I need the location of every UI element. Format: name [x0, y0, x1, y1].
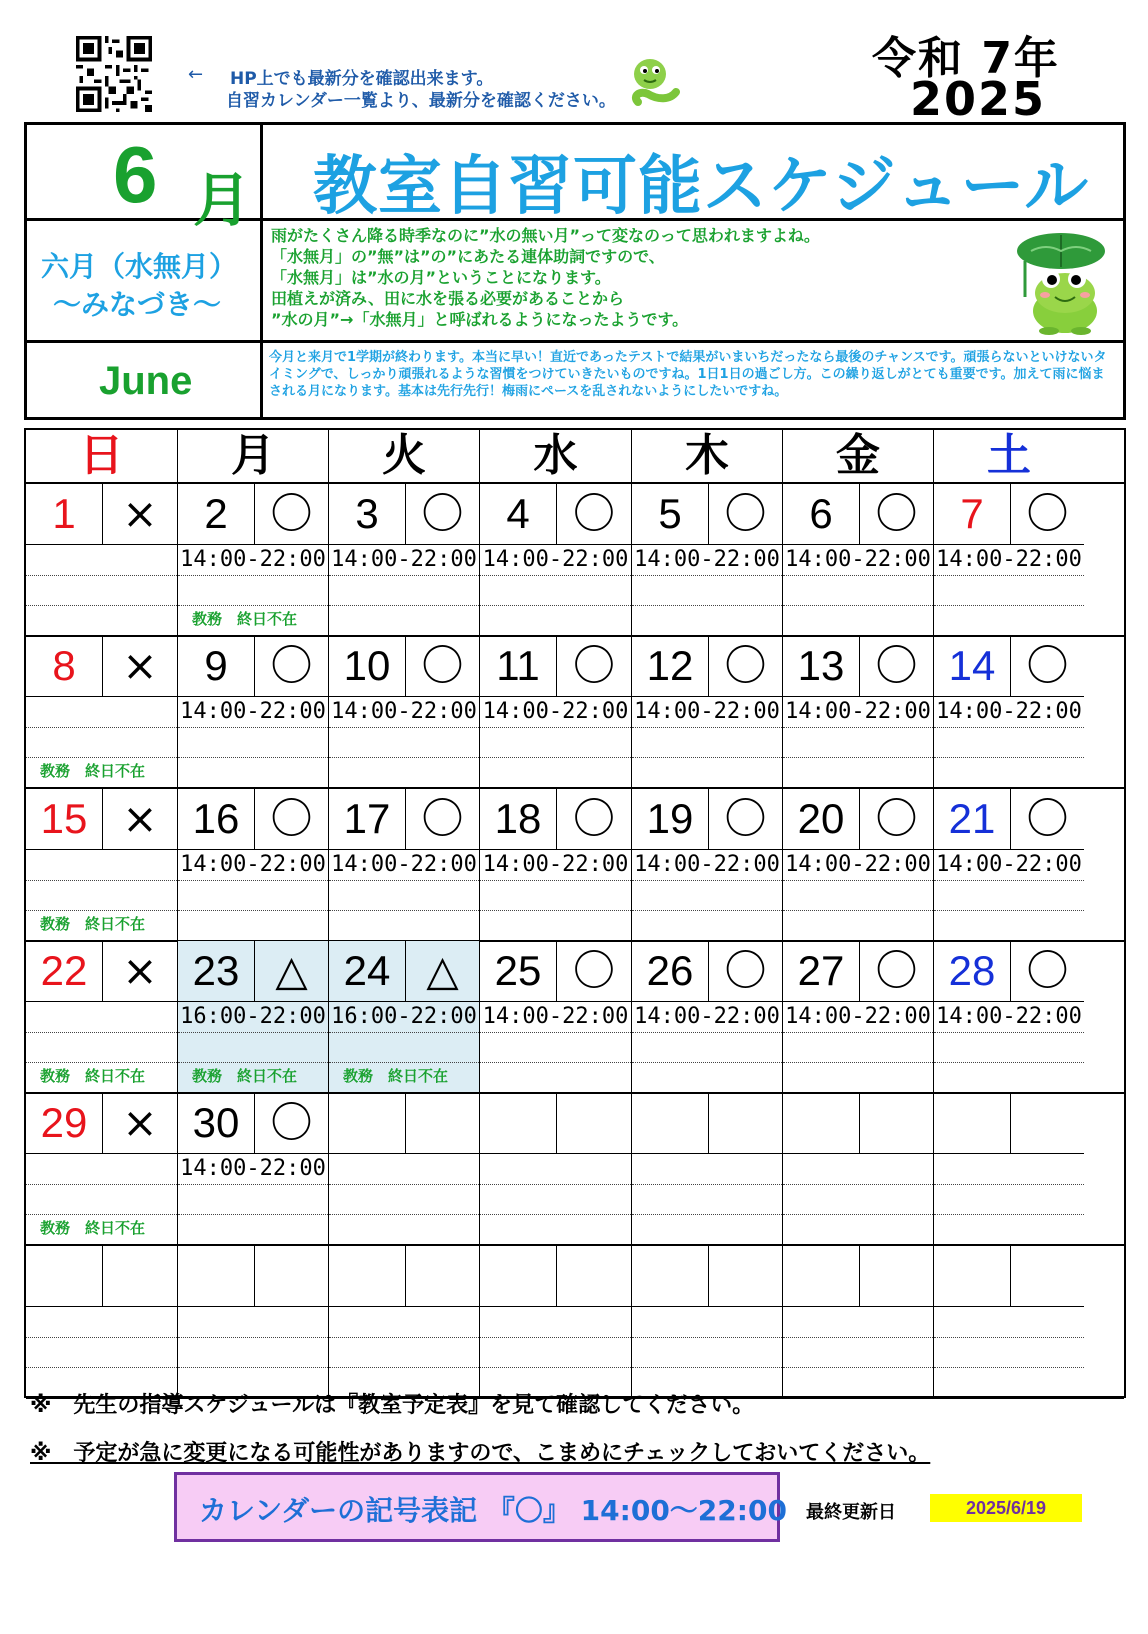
open-hours: 14:00-22:00	[785, 547, 931, 572]
day-header	[934, 1093, 1084, 1154]
availability-mark: △	[275, 945, 308, 995]
day-header	[632, 1246, 782, 1307]
open-hours: 14:00-22:00	[936, 699, 1082, 725]
calendar-empty-cell	[480, 1246, 632, 1398]
monthly-message: 今月と来月で1学期が終わります。本当に早い！直近であったテストで結果がいまいちだったなら最後のチャンスです。頑張らないといけないタイミングで、しっかり頑張れるような習慣をつけていきたいものですね。1日1日の過ごし方。この繰り返しがとても重要です。加えて雨に悩まされる月になります。基本は先行先行！梅雨にペースを乱されないようにしたいですね。	[269, 350, 1107, 399]
day-number	[329, 1093, 406, 1153]
day-number: 28	[934, 941, 1011, 1001]
day-number: 3	[329, 484, 406, 544]
calendar-day-cell	[783, 941, 934, 1093]
day-number	[480, 1093, 557, 1153]
availability-mark: 〇	[875, 641, 918, 691]
calendar-empty-cell	[329, 1246, 480, 1398]
calendar-empty-cell	[329, 1093, 480, 1245]
day-header	[934, 941, 1084, 1002]
day-number: 20	[783, 789, 860, 849]
open-hours: 14:00-22:00	[634, 851, 780, 877]
calendar-empty-cell	[934, 1246, 1084, 1398]
calendar-day-cell	[178, 636, 329, 788]
open-hours	[329, 1307, 479, 1337]
trivia-text	[271, 225, 820, 330]
day-header	[480, 484, 631, 545]
calendar-day-cell	[26, 941, 178, 1093]
hp-note-line1: HP上でも最新分を確認出来ます。	[230, 69, 494, 89]
english-month-cell	[27, 343, 263, 417]
day-number: 27	[783, 941, 860, 1001]
open-hours	[178, 1307, 328, 1337]
open-hours: 14:00-22:00	[634, 699, 780, 725]
day-header	[783, 484, 933, 545]
availability-mark: ×	[122, 641, 158, 691]
calendar-empty-cell	[26, 1246, 178, 1398]
day-number: 23	[178, 941, 255, 1001]
trivia-line: 「水無月」の”無”は”の”にあたる連体助詞ですので、	[271, 247, 665, 266]
day-number: 1	[26, 484, 103, 544]
day-number: 29	[26, 1093, 103, 1153]
day-header	[26, 789, 177, 850]
day-header	[480, 1093, 631, 1154]
open-hours	[26, 697, 177, 727]
calendar-day-cell	[329, 636, 480, 788]
hp-note-line2: 自習カレンダー一覧より、最新分を確認ください。	[226, 91, 616, 111]
month-kanji: 月	[193, 166, 252, 234]
open-hours: 14:00-22:00	[936, 851, 1082, 877]
availability-mark: 〇	[875, 489, 918, 538]
open-hours: 14:00-22:00	[785, 1003, 931, 1029]
trivia-line: 雨がたくさん降る時季なのに”水の無い月”って変なのって思われますよね。	[271, 226, 820, 245]
traditional-name: 六月（水無月）	[41, 250, 238, 283]
calendar-day-cell	[26, 636, 178, 788]
open-hours: 14:00-22:00	[180, 547, 326, 572]
availability-mark: 〇	[270, 641, 313, 691]
frog-with-leaf-umbrella-icon	[1011, 227, 1111, 337]
open-hours	[26, 1307, 177, 1337]
day-header	[783, 1246, 933, 1307]
calendar-week-row	[26, 1246, 1124, 1398]
day-number	[783, 1093, 860, 1153]
day-number: 10	[329, 636, 406, 696]
day-number	[26, 1246, 103, 1306]
day-header	[329, 636, 479, 697]
availability-mark: 〇	[270, 1098, 313, 1148]
availability-mark	[406, 1246, 479, 1306]
staff-absent-note: 教務 終日不在	[192, 1066, 298, 1085]
open-hours	[26, 1002, 177, 1032]
calendar-day-cell	[632, 789, 783, 941]
availability-mark: 〇	[875, 945, 918, 995]
day-header	[178, 636, 328, 697]
availability-mark	[860, 1093, 933, 1153]
day-number: 6	[783, 484, 860, 544]
day-header	[26, 1093, 177, 1154]
open-hours: 16:00-22:00	[180, 1003, 326, 1029]
day-header	[329, 1093, 479, 1154]
availability-mark	[103, 1246, 177, 1306]
open-hours: 14:00-22:00	[482, 851, 629, 877]
legend-box	[174, 1472, 787, 1542]
availability-mark: 〇	[572, 641, 615, 691]
day-header	[329, 941, 479, 1002]
open-hours	[783, 1307, 933, 1337]
calendar-day-cell	[26, 1093, 178, 1245]
staff-absent-note: 教務 終日不在	[40, 762, 146, 781]
day-number	[934, 1246, 1011, 1306]
calendar-day-cell	[480, 789, 632, 941]
availability-mark: 〇	[572, 945, 615, 995]
page-title: 教室自習可能スケジュール	[313, 150, 1090, 224]
footer-note-1: ※ 先生の指導スケジュールは『教室予定表』を見て確認してください。	[30, 1393, 755, 1418]
open-hours: 14:00-22:00	[180, 851, 326, 877]
calendar-empty-cell	[632, 1246, 783, 1398]
day-header	[632, 789, 782, 850]
open-hours	[26, 545, 177, 575]
availability-mark: ×	[122, 793, 158, 843]
day-header	[178, 941, 328, 1002]
day-number: 21	[934, 789, 1011, 849]
availability-mark: 〇	[1026, 641, 1069, 691]
calendar-day-cell	[178, 941, 329, 1093]
open-hours: 14:00-22:00	[482, 1003, 629, 1029]
day-header	[178, 1093, 328, 1154]
calendar-day-cell	[480, 941, 632, 1093]
day-number	[783, 1246, 860, 1306]
calendar-week-row	[26, 1093, 1124, 1245]
western-year: 2025	[910, 72, 1047, 126]
open-hours: 16:00-22:00	[331, 1003, 477, 1029]
availability-mark: 〇	[572, 489, 615, 538]
calendar-day-cell	[934, 941, 1084, 1093]
traditional-name-cell	[27, 221, 263, 343]
open-hours: 14:00-22:00	[331, 699, 477, 725]
calendar-day-cell	[783, 636, 934, 788]
availability-mark: △	[426, 945, 459, 995]
availability-mark: 〇	[421, 793, 464, 843]
weekday-header-cell: 月	[178, 430, 329, 482]
trivia-line: 「水無月」は”水の月”ということになります。	[271, 268, 611, 287]
day-number: 30	[178, 1093, 255, 1153]
day-header	[632, 636, 782, 697]
legend-text: カレンダーの記号表記 『〇』 14:00～22:00	[199, 1494, 787, 1527]
day-number: 14	[934, 636, 1011, 696]
availability-mark: 〇	[724, 793, 767, 843]
calendar-day-cell	[934, 484, 1084, 636]
day-header	[934, 484, 1084, 545]
open-hours	[26, 850, 177, 880]
arrow-left-icon: ←	[188, 64, 204, 85]
day-number: 5	[632, 484, 709, 544]
day-number: 26	[632, 941, 709, 1001]
availability-mark: ×	[122, 489, 158, 538]
day-header	[26, 941, 177, 1002]
calendar-day-cell	[934, 789, 1084, 941]
open-hours	[329, 1154, 479, 1184]
staff-absent-note: 教務 終日不在	[343, 1066, 449, 1085]
availability-mark: 〇	[724, 489, 767, 538]
day-number: 9	[178, 636, 255, 696]
calendar-day-cell	[178, 1093, 329, 1245]
open-hours: 14:00-22:00	[634, 1003, 780, 1029]
availability-mark: 〇	[724, 945, 767, 995]
qr-code[interactable]	[74, 36, 154, 112]
open-hours: 14:00-22:00	[785, 851, 931, 877]
availability-mark: 〇	[1026, 489, 1069, 538]
open-hours	[632, 1154, 782, 1184]
day-header	[480, 941, 631, 1002]
day-header	[178, 484, 328, 545]
day-number: 24	[329, 941, 406, 1001]
calendar-empty-cell	[632, 1093, 783, 1245]
open-hours: 14:00-22:00	[785, 699, 931, 725]
day-number: 7	[934, 484, 1011, 544]
calendar-day-cell	[26, 789, 178, 941]
calendar-day-cell	[26, 484, 178, 636]
day-header	[26, 636, 177, 697]
day-header	[934, 1246, 1084, 1307]
calendar-day-cell	[178, 789, 329, 941]
banner	[24, 122, 1126, 420]
open-hours: 14:00-22:00	[936, 547, 1082, 572]
era-year: 令和 7年	[872, 33, 1060, 84]
day-header	[480, 789, 631, 850]
availability-mark	[255, 1246, 328, 1306]
calendar-week-row	[26, 789, 1124, 941]
day-header	[632, 484, 782, 545]
day-header	[480, 1246, 631, 1307]
calendar-day-cell	[632, 484, 783, 636]
calendar-empty-cell	[783, 1093, 934, 1245]
snake-mascot-icon	[624, 52, 684, 112]
day-header	[783, 1093, 933, 1154]
open-hours	[480, 1154, 631, 1184]
calendar-week-row	[26, 636, 1124, 788]
calendar-day-cell	[480, 484, 632, 636]
day-header	[934, 789, 1084, 850]
availability-mark: 〇	[1026, 945, 1069, 995]
traditional-reading: ～みなづき～	[53, 288, 222, 321]
day-header	[783, 636, 933, 697]
day-number: 4	[480, 484, 557, 544]
open-hours: 14:00-22:00	[180, 1156, 326, 1182]
calendar-day-cell	[329, 484, 480, 636]
availability-mark	[860, 1246, 933, 1306]
open-hours	[632, 1307, 782, 1337]
day-header	[783, 789, 933, 850]
calendar-day-cell	[329, 941, 480, 1093]
calendar-day-cell	[480, 636, 632, 788]
day-number	[480, 1246, 557, 1306]
availability-mark: 〇	[875, 793, 918, 843]
availability-mark	[709, 1093, 782, 1153]
availability-mark	[1011, 1093, 1084, 1153]
day-header	[26, 1246, 177, 1307]
calendar-day-cell	[632, 941, 783, 1093]
trivia-line: 田植えが済み、田に水を張る必要があることから	[271, 289, 624, 308]
notes-cell	[263, 343, 1123, 417]
availability-mark: 〇	[421, 489, 464, 538]
calendar-week-row	[26, 484, 1124, 636]
day-number	[178, 1246, 255, 1306]
calendar-empty-cell	[178, 1246, 329, 1398]
day-header	[480, 636, 631, 697]
day-number: 13	[783, 636, 860, 696]
availability-mark	[406, 1093, 479, 1153]
last-updated-label: 最終更新日	[806, 1502, 896, 1523]
day-header	[934, 636, 1084, 697]
availability-mark: ×	[122, 1098, 158, 1148]
calendar-empty-cell	[783, 1246, 934, 1398]
day-number: 11	[480, 636, 557, 696]
open-hours: 14:00-22:00	[936, 1003, 1082, 1029]
availability-mark: ×	[122, 945, 158, 995]
availability-mark	[1011, 1246, 1084, 1306]
availability-mark: 〇	[270, 793, 313, 843]
open-hours	[480, 1307, 631, 1337]
day-header	[178, 789, 328, 850]
open-hours: 14:00-22:00	[482, 547, 629, 572]
day-number	[934, 1093, 1011, 1153]
day-number: 18	[480, 789, 557, 849]
calendar-day-cell	[178, 484, 329, 636]
month-number: 6	[113, 130, 158, 219]
open-hours: 14:00-22:00	[482, 699, 629, 725]
open-hours: 14:00-22:00	[331, 547, 477, 572]
availability-mark: 〇	[1026, 793, 1069, 843]
day-header	[329, 484, 479, 545]
day-number	[632, 1246, 709, 1306]
day-number: 15	[26, 789, 103, 849]
trivia-line: ”水の月”→「水無月」と呼ばれるようになったようです。	[271, 310, 689, 329]
day-number: 16	[178, 789, 255, 849]
last-updated-date: 2025/6/19	[930, 1494, 1082, 1522]
weekday-header-cell: 水	[480, 430, 632, 482]
open-hours: 14:00-22:00	[180, 699, 326, 725]
calendar-empty-cell	[480, 1093, 632, 1245]
open-hours	[783, 1154, 933, 1184]
calendar-day-cell	[632, 636, 783, 788]
day-number	[632, 1093, 709, 1153]
day-number: 19	[632, 789, 709, 849]
staff-absent-note: 教務 終日不在	[192, 610, 298, 628]
availability-mark	[557, 1093, 631, 1153]
day-header	[329, 789, 479, 850]
day-number: 17	[329, 789, 406, 849]
open-hours	[26, 1154, 177, 1184]
weekday-header-cell: 金	[783, 430, 934, 482]
staff-absent-note: 教務 終日不在	[40, 1066, 146, 1085]
weekday-header-cell: 火	[329, 430, 480, 482]
trivia-cell	[263, 221, 1123, 343]
day-header	[632, 1093, 782, 1154]
availability-mark	[557, 1246, 631, 1306]
day-header	[783, 941, 933, 1002]
open-hours	[934, 1307, 1084, 1337]
weekday-header-cell: 日	[26, 430, 178, 482]
day-header	[329, 1246, 479, 1307]
day-number: 12	[632, 636, 709, 696]
weekday-header-cell: 土	[987, 430, 1031, 481]
open-hours: 14:00-22:00	[634, 547, 780, 572]
calendar-day-cell	[783, 789, 934, 941]
weekday-header-cell: 木	[632, 430, 783, 482]
staff-absent-note: 教務 終日不在	[40, 914, 146, 933]
availability-mark: 〇	[572, 793, 615, 843]
footer-note-2: ※ 予定が急に変更になる可能性がありますので、こまめにチェックしておいてください。	[30, 1441, 931, 1466]
open-hours	[934, 1154, 1084, 1184]
calendar-day-cell	[329, 789, 480, 941]
calendar	[24, 428, 1126, 1398]
open-hours: 14:00-22:00	[331, 851, 477, 877]
availability-mark: 〇	[270, 489, 313, 538]
availability-mark	[709, 1246, 782, 1306]
day-number: 2	[178, 484, 255, 544]
calendar-empty-cell	[934, 1093, 1084, 1245]
month-cell	[27, 125, 263, 234]
title-cell	[263, 125, 1123, 224]
calendar-week-row	[26, 941, 1124, 1093]
day-header	[178, 1246, 328, 1307]
staff-absent-note: 教務 終日不在	[40, 1219, 146, 1238]
day-header	[632, 941, 782, 1002]
english-month: June	[99, 359, 193, 403]
calendar-day-cell	[934, 636, 1084, 788]
day-header	[26, 484, 177, 545]
availability-mark: 〇	[421, 641, 464, 691]
availability-mark: 〇	[724, 641, 767, 691]
calendar-day-cell	[783, 484, 934, 636]
day-number: 25	[480, 941, 557, 1001]
day-number: 22	[26, 941, 103, 1001]
day-number: 8	[26, 636, 103, 696]
day-number	[329, 1246, 406, 1306]
